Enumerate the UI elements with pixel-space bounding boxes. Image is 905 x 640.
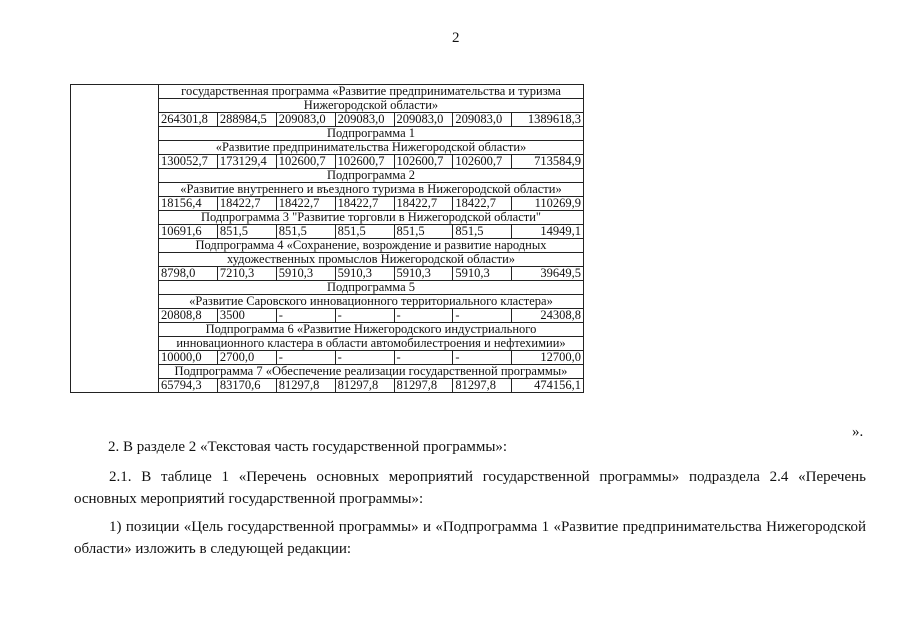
section-title: Подпрограмма 7 «Обеспечение реализации государственной программы» — [159, 365, 584, 379]
section-title: «Развитие внутреннего и въездного туризма в Нижегородской области» — [159, 183, 584, 197]
section-title: Подпрограмма 3 "Развитие торговли в Нижегородской области" — [159, 211, 584, 225]
section-title: «Развитие Саровского инновационного территориального кластера» — [159, 295, 584, 309]
section-title: государственная программа «Развитие предпринимательства и туризма — [159, 85, 584, 99]
total-cell: 110269,9 — [512, 197, 584, 211]
budget-table — [70, 84, 584, 393]
value-cell: 102600,7 — [335, 155, 394, 169]
value-cell: 2700,0 — [217, 351, 276, 365]
value-cell: 209083,0 — [335, 113, 394, 127]
value-cell: 851,5 — [453, 225, 512, 239]
total-cell: 1389618,3 — [512, 113, 584, 127]
value-cell: - — [453, 309, 512, 323]
value-cell: 10691,6 — [159, 225, 218, 239]
value-cell: 851,5 — [335, 225, 394, 239]
value-cell: 130052,7 — [159, 155, 218, 169]
value-cell: 5910,3 — [335, 267, 394, 281]
value-cell: 18422,7 — [453, 197, 512, 211]
total-cell: 39649,5 — [512, 267, 584, 281]
value-cell: 5910,3 — [276, 267, 335, 281]
section-title: Подпрограмма 4 «Сохранение, возрождение и развитие народных — [159, 239, 584, 253]
value-cell: 20808,8 — [159, 309, 218, 323]
paragraph-2-1: 2.1. В таблице 1 «Перечень основных мероприятий государственной программы» подраздела 2.4 «Перечень основных мероприятий государственной программы»: — [74, 469, 866, 507]
value-cell: - — [394, 351, 453, 365]
value-cell: 5910,3 — [394, 267, 453, 281]
total-cell: 24308,8 — [512, 309, 584, 323]
value-cell: 65794,3 — [159, 379, 218, 393]
section-title: художественных промыслов Нижегородской области» — [159, 253, 584, 267]
value-cell: 10000,0 — [159, 351, 218, 365]
value-cell: 18156,4 — [159, 197, 218, 211]
value-cell: 8798,0 — [159, 267, 218, 281]
value-cell: - — [453, 351, 512, 365]
table-title-row — [71, 85, 584, 99]
value-cell: 81297,8 — [394, 379, 453, 393]
value-cell: 102600,7 — [276, 155, 335, 169]
value-cell: 288984,5 — [217, 113, 276, 127]
value-cell: 5910,3 — [453, 267, 512, 281]
value-cell: 102600,7 — [394, 155, 453, 169]
paragraph-section-2: 2. В разделе 2 «Текстовая часть государственной программы»: — [108, 439, 508, 455]
value-cell: 81297,8 — [335, 379, 394, 393]
total-cell: 474156,1 — [512, 379, 584, 393]
value-cell: 173129,4 — [217, 155, 276, 169]
value-cell: - — [394, 309, 453, 323]
value-cell: 209083,0 — [276, 113, 335, 127]
value-cell: 81297,8 — [276, 379, 335, 393]
value-cell: - — [335, 351, 394, 365]
total-cell: 12700,0 — [512, 351, 584, 365]
value-cell: 851,5 — [394, 225, 453, 239]
section-title: Подпрограмма 6 «Развитие Нижегородского индустриального — [159, 323, 584, 337]
value-cell: - — [276, 351, 335, 365]
total-cell: 713584,9 — [512, 155, 584, 169]
value-cell: 83170,6 — [217, 379, 276, 393]
total-cell: 14949,1 — [512, 225, 584, 239]
section-title: Подпрограмма 2 — [159, 169, 584, 183]
value-cell: 3500 — [217, 309, 276, 323]
page-number: 2 — [452, 30, 460, 46]
value-cell: - — [335, 309, 394, 323]
value-cell: 18422,7 — [217, 197, 276, 211]
value-cell: 851,5 — [217, 225, 276, 239]
table-left-cell — [71, 85, 159, 393]
value-cell: - — [276, 309, 335, 323]
section-title: инновационного кластера в области автомобилестроения и нефтехимии» — [159, 337, 584, 351]
section-title: «Развитие предпринимательства Нижегородской области» — [159, 141, 584, 155]
value-cell: 264301,8 — [159, 113, 218, 127]
value-cell: 209083,0 — [453, 113, 512, 127]
value-cell: 209083,0 — [394, 113, 453, 127]
paragraph-item-1: 1) позиции «Цель государственной программы» и «Подпрограмма 1 «Развитие предпринимательства Нижегородской области» изложить в следующей редакции: — [74, 519, 866, 557]
value-cell: 81297,8 — [453, 379, 512, 393]
value-cell: 18422,7 — [394, 197, 453, 211]
value-cell: 18422,7 — [276, 197, 335, 211]
value-cell: 851,5 — [276, 225, 335, 239]
value-cell: 102600,7 — [453, 155, 512, 169]
value-cell: 7210,3 — [217, 267, 276, 281]
section-title: Нижегородской области» — [159, 99, 584, 113]
section-title: Подпрограмма 5 — [159, 281, 584, 295]
value-cell: 18422,7 — [335, 197, 394, 211]
section-title: Подпрограмма 1 — [159, 127, 584, 141]
closing-quote: ». — [852, 424, 864, 440]
